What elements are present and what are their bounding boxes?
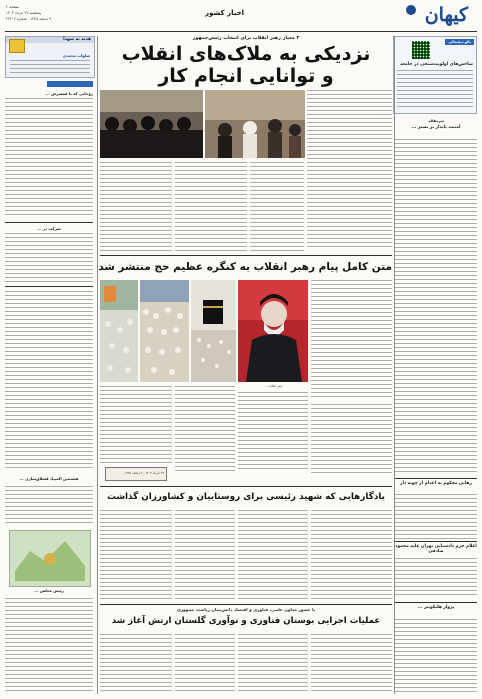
box-label: بالو دیجیتالی xyxy=(445,39,474,45)
box-text xyxy=(397,70,473,108)
photo-caption: رهبر انقلاب: ... xyxy=(263,384,283,388)
gift-icon xyxy=(9,39,25,53)
right-divider-3 xyxy=(395,602,477,603)
article-text-3 xyxy=(395,558,477,598)
main-text-col-6 xyxy=(311,404,392,474)
section-tag: سرمقاله xyxy=(428,119,444,123)
photo-leader-portrait xyxy=(238,280,308,382)
main-text-col-10 xyxy=(311,510,392,600)
left-news-text-2 xyxy=(5,233,93,283)
fourth-kicker: با حضور معاون علمی، فناوری و اقتصاد دانش‌بنیان ریاست جمهوری xyxy=(176,607,316,612)
main-text-col-1 xyxy=(307,90,392,250)
main-text-col-17 xyxy=(100,634,172,692)
masthead-divider xyxy=(5,31,477,32)
main-text-col-4 xyxy=(100,162,172,252)
page-label: صفحه ۲ xyxy=(6,4,19,9)
ad-title: هدیه به شهدا xyxy=(6,37,94,43)
date-fa: پنجشنبه ۲۷ خرداد ۱۴۰۳ xyxy=(6,11,42,15)
left-news-tag xyxy=(47,81,93,87)
article-title-1: امنیت پایدار بر بستر ... xyxy=(411,125,461,130)
right-divider-2 xyxy=(395,541,477,542)
main-text-col-16 xyxy=(175,634,235,692)
main-text-col-13 xyxy=(100,510,172,600)
left-news-text-5 xyxy=(5,598,93,693)
right-column-separator xyxy=(394,36,395,694)
photo-pilgrims-crowd xyxy=(140,280,189,382)
left-news-title-3: هشتمین المپیاد قشلاق‌سازی ... xyxy=(19,476,79,481)
left-column-separator xyxy=(97,36,98,694)
photo-leader-meeting xyxy=(205,90,305,158)
ad-text: صلوات محمدی xyxy=(62,53,90,58)
left-news-title-4: رئیس مجلس ... xyxy=(34,588,64,593)
main-divider-3 xyxy=(100,604,392,605)
digital-box xyxy=(393,36,477,114)
box-title: شاخص‌های اولویت‌سنجی در جامعه xyxy=(400,62,473,67)
gift-ad-box xyxy=(5,36,95,78)
main-text-col-8 xyxy=(175,386,235,472)
article-text-2 xyxy=(395,494,477,539)
left-column xyxy=(5,36,93,696)
qr-code-icon xyxy=(412,41,430,59)
left-news-title-2: شرکت در ... xyxy=(37,226,61,231)
main-text-col-5 xyxy=(311,280,392,400)
main-text-col-7 xyxy=(238,392,308,472)
main-kicker: ۳ معیار رهبر انقلاب برای انتخاب رئیس‌جمهور xyxy=(192,36,300,41)
photo-women-audience xyxy=(100,90,203,158)
main-text-col-15 xyxy=(238,634,308,692)
third-headline: یادگارهایی که شهید رئیسی برای روستاییان و کشاورزان گذاشت xyxy=(107,492,385,502)
left-news-text-3 xyxy=(5,291,93,471)
left-divider-1 xyxy=(5,222,93,223)
left-news-text-1 xyxy=(5,98,93,218)
article-text-1 xyxy=(395,139,477,474)
date-hijri: ۹ ذیحجه ۱۴۴۵ - شماره ۲۳۴۰۲ xyxy=(6,17,52,21)
masthead-logo: کیهان xyxy=(424,4,468,26)
main-headline-line-1: نزدیکی به ملاک‌های انقلاب xyxy=(121,43,371,65)
left-news-title-1: روحانی که با همسرش ... xyxy=(45,91,93,96)
main-text-col-9 xyxy=(100,386,172,466)
right-divider-1 xyxy=(395,478,477,479)
masthead-emblem-icon xyxy=(406,5,416,15)
section-title: اخبار کشور xyxy=(205,9,245,17)
fourth-headline: عملیات اجرایی بوستان فناوری و نوآوری گلستان ارتش آغاز شد xyxy=(111,616,381,626)
photo-pilgrims-tent xyxy=(100,280,138,382)
main-text-col-11 xyxy=(238,510,308,600)
left-news-text-4 xyxy=(5,486,93,526)
left-divider-2 xyxy=(5,286,93,287)
ad-body xyxy=(10,60,90,74)
article-title-2: رهایی محکوم به اعدام از چوبه دار xyxy=(400,481,472,486)
main-divider-2 xyxy=(100,486,392,487)
article-title-3: اعلام جرم دادستانی تهران علیه محمود صادقی xyxy=(395,544,477,555)
main-headline-line-2: و توانایی انجام کار xyxy=(158,65,334,87)
photo-kaaba xyxy=(191,280,236,382)
main-text-col-3 xyxy=(175,162,247,252)
right-column xyxy=(395,36,477,696)
main-text-col-2 xyxy=(250,162,304,252)
masthead xyxy=(0,0,482,35)
article-text-4 xyxy=(395,619,477,694)
second-headline: متن کامل پیام رهبر انقلاب به کنگره عظیم حج منتشر شد xyxy=(98,261,392,273)
main-text-col-14 xyxy=(311,634,392,692)
dates-box xyxy=(105,467,167,481)
dates-box-text: ۲۷ خرداد ۱۴۰۳ - ۹ ذیحجه ۱۴۴۵ xyxy=(124,471,164,475)
main-text-col-12 xyxy=(175,510,235,600)
article-title-4: پرواز هلیکوپتر ... xyxy=(417,605,455,610)
left-photo-map xyxy=(9,530,91,587)
main-divider-1 xyxy=(100,255,392,256)
